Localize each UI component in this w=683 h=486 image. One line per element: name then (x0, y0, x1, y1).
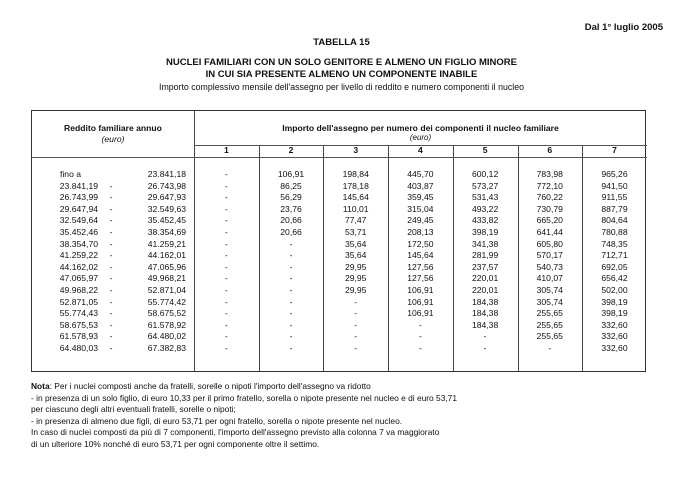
amount-cell: 20,66 (280, 215, 302, 226)
income-to: 38.354,69 (147, 226, 186, 237)
amount-cell: 315,04 (407, 203, 434, 214)
amount-cell: 712,71 (601, 250, 628, 261)
amount-cell: 35,64 (344, 250, 367, 261)
range-dash: - (109, 331, 113, 342)
column-header: 2 (288, 145, 294, 155)
spacer (186, 239, 194, 251)
note-line-2: - in presenza di un solo figlio, di euro 10,33 per il primo fratello, sorella o nipote presente nel nucleo e di euro 53,71 (31, 392, 457, 403)
amount-cell: 106,91 (407, 284, 434, 295)
amount-cell: 398,19 (601, 308, 628, 319)
spacer (186, 308, 194, 320)
range-dash: - (109, 319, 113, 330)
income-from: 29.647,94 (59, 203, 98, 214)
spacer (186, 343, 194, 355)
income-from: 44.162,02 (59, 261, 98, 272)
amount-cell: - (224, 203, 228, 214)
amount-cell: - (224, 261, 228, 272)
spacer (186, 262, 194, 274)
table-row (32, 273, 647, 285)
table-row (32, 308, 647, 320)
amount-cell: 656,42 (601, 273, 628, 284)
amount-cell: - (224, 180, 228, 191)
amount-cell: 110,01 (342, 203, 369, 214)
amount-cell: - (224, 226, 228, 237)
amount-cell: - (418, 331, 422, 342)
amount-cell: 573,27 (471, 180, 499, 191)
amount-cell: 145,64 (342, 192, 369, 203)
table-row (32, 331, 647, 343)
amount-cell: 29,95 (344, 273, 367, 284)
amount-cell: 255,65 (536, 319, 563, 330)
amount-cell: 772,10 (536, 180, 563, 191)
amount-cell: 56,29 (280, 192, 302, 203)
amount-cell: 172,50 (407, 238, 434, 249)
table-row (32, 343, 647, 355)
amount-cell: 208,13 (407, 226, 434, 237)
column-header: 1 (223, 145, 229, 155)
amount-cell: 106,91 (277, 169, 305, 179)
amount-cell: - (289, 296, 293, 307)
amount-cell: 106,91 (407, 296, 434, 307)
note-text: : Per i nuclei composti anche da fratelli, sorelle o nipoti l'importo dell'assegno va ridotto (49, 381, 371, 391)
amount-cell: 433,82 (471, 215, 499, 226)
amount-cell: - (224, 250, 228, 261)
amount-cell: 281,99 (471, 250, 499, 261)
income-from: 35.452,46 (59, 226, 98, 237)
amount-cell: 398,19 (471, 226, 499, 237)
amount-cell: 730,79 (536, 203, 563, 214)
amount-cell: - (289, 238, 293, 249)
amount-cell: - (483, 342, 487, 353)
table-row (32, 262, 647, 274)
income-header-unit: (euro) (101, 134, 125, 144)
amount-cell: 804,64 (601, 215, 628, 226)
amount-cell: 86,25 (280, 180, 302, 191)
table-row (32, 227, 647, 239)
income-from: 32.549,64 (59, 215, 98, 226)
table-row (32, 285, 647, 297)
amount-cell: - (289, 331, 293, 342)
spacer (186, 250, 194, 262)
amount-cell: 77,47 (344, 215, 367, 226)
amount-cell: - (224, 319, 228, 330)
title-line-1: NUCLEI FAMILIARI CON UN SOLO GENITORE E ALMENO UN FIGLIO MINORE (166, 57, 517, 68)
note-line-5: In caso di nuclei composti da più di 7 componenti, l'importo dell'assegno previsto alla colonna 7 va maggiorato (31, 427, 440, 438)
amount-cell: 178,18 (342, 180, 369, 191)
income-header (32, 123, 194, 144)
income-to: 29.647,93 (147, 192, 186, 203)
income-to: 47.065,96 (147, 261, 186, 272)
column-header: 7 (612, 145, 617, 155)
table-row (32, 204, 647, 216)
amount-cell: - (224, 169, 228, 179)
column-header: 4 (418, 145, 423, 155)
table-row (32, 320, 647, 332)
amount-cell: - (289, 273, 293, 284)
amount-cell: 783,98 (536, 169, 563, 179)
income-from: 23.841,19 (59, 180, 98, 191)
amount-cell: - (289, 284, 293, 295)
amount-cell: 760,22 (536, 192, 563, 203)
amount-cell: 965,26 (601, 169, 628, 179)
amount-cell: 780,88 (601, 226, 628, 237)
amount-cell: - (224, 284, 228, 295)
amount-cell: 641,44 (536, 226, 563, 237)
amount-cell: 35,64 (344, 238, 367, 249)
amount-cell: 305,74 (536, 296, 563, 307)
table-body (32, 169, 647, 355)
range-dash: - (109, 273, 113, 284)
note-line-4: - in presenza di almeno due figli, di euro 53,71 per ogni fratello, sorella o nipote presente nel nucleo. (31, 415, 403, 426)
income-to: 26.743,98 (147, 180, 186, 191)
amount-cell: 410,07 (536, 273, 563, 284)
income-to: 44.162,01 (147, 250, 186, 261)
amount-cell: - (224, 215, 228, 226)
spacer (186, 215, 194, 227)
amount-cell: 53,71 (344, 226, 367, 237)
spacer (186, 331, 194, 343)
table-row (32, 181, 647, 193)
amount-cell: 198,84 (342, 169, 369, 179)
amount-cell: 20,66 (280, 226, 302, 237)
amount-cell: 106,91 (407, 308, 434, 319)
table-row (32, 250, 647, 262)
income-from: 61.578,93 (59, 331, 98, 342)
income-from: 26.743,99 (59, 192, 98, 203)
note-line-1 (31, 381, 671, 393)
income-to: 49.968,21 (147, 273, 186, 284)
amount-cell: 220,01 (471, 273, 499, 284)
column-header: 3 (353, 145, 359, 155)
amount-cell: - (224, 238, 228, 249)
amount-cell: 145,64 (407, 250, 434, 261)
range-dash: - (109, 250, 113, 261)
header-bottom-line (32, 157, 647, 158)
amount-cell: 493,22 (471, 203, 499, 214)
table-label: TABELLA 15 (313, 37, 370, 48)
amount-cell: 665,20 (536, 215, 563, 226)
income-to: 32.549,63 (147, 203, 186, 214)
amount-cell: - (354, 319, 358, 330)
income-to: 64.480,02 (147, 331, 186, 342)
amount-cell: - (224, 331, 228, 342)
page-subtitle: Importo complessivo mensile dell'assegno per livello di reddito e numero componenti il nucleo (159, 82, 524, 92)
amount-cell: 911,55 (601, 192, 628, 203)
allowance-table (31, 110, 646, 372)
amount-cell: 332,60 (601, 331, 628, 342)
amount-cell: - (418, 319, 422, 330)
amount-cell: 255,65 (536, 331, 563, 342)
income-from: 52.871,05 (59, 296, 98, 307)
amount-header-label: Importo dell'assegno per numero dei componenti il nucleo familiare (282, 123, 559, 133)
amount-cell: - (224, 192, 228, 203)
range-dash: - (109, 261, 113, 272)
amount-cell: 341,38 (471, 238, 499, 249)
note-label: Nota (31, 381, 50, 391)
income-to: 61.578,92 (147, 319, 186, 330)
amount-cell: - (418, 342, 422, 353)
amount-cell: 531,43 (471, 192, 499, 203)
amount-cell: - (224, 296, 228, 307)
spacer (186, 227, 194, 239)
amount-cell: 502,00 (601, 284, 628, 295)
note-line-3: per ciascuno degli altri eventuali fratelli, sorelle o nipoti; (31, 404, 236, 415)
amount-cell: 184,38 (471, 319, 499, 330)
amount-cell: 445,70 (407, 169, 434, 179)
amount-cell: 305,74 (536, 284, 563, 295)
amount-header (194, 123, 647, 142)
income-to: 52.871,04 (147, 284, 186, 295)
income-from: 58.675,53 (59, 319, 98, 330)
spacer (186, 320, 194, 332)
amount-cell: 570,17 (536, 250, 563, 261)
range-dash: - (109, 296, 113, 307)
column-header: 5 (482, 145, 488, 155)
range-dash: - (109, 203, 113, 214)
note-line-6: di un ulteriore 10% nonché di euro 53,71 per ogni componente oltre il settimo. (31, 438, 320, 449)
column-header: 6 (547, 145, 553, 155)
income-from: 38.354,70 (59, 238, 98, 249)
amount-cell: 29,95 (344, 284, 367, 295)
amount-cell: 540,73 (536, 261, 563, 272)
amount-cell: 359,45 (407, 192, 434, 203)
amount-cell: 237,57 (471, 261, 499, 272)
title-line-2: IN CUI SIA PRESENTE ALMENO UN COMPONENTE INABILE (205, 69, 478, 80)
amount-cell: - (354, 296, 358, 307)
amount-cell: - (483, 331, 487, 342)
amount-cell: 255,65 (536, 308, 563, 319)
income-from: 55.774,43 (59, 308, 98, 319)
income-to: 55.774,42 (147, 296, 186, 307)
footnote (31, 381, 671, 451)
amount-cell: 332,60 (601, 319, 628, 330)
income-to: 35.452,45 (147, 215, 186, 226)
amount-cell: - (289, 250, 293, 261)
amount-cell: - (224, 273, 228, 284)
income-to: 23.841,18 (147, 169, 186, 179)
amount-cell: 220,01 (471, 284, 499, 295)
income-to: 67.382,83 (147, 342, 186, 353)
range-dash: - (109, 342, 113, 353)
amount-cell: - (289, 261, 293, 272)
income-from: 47.065,97 (59, 273, 98, 284)
income-from: 41.259,22 (59, 250, 98, 261)
range-dash: - (109, 284, 113, 295)
amount-cell: - (354, 308, 358, 319)
table-row (32, 215, 647, 227)
spacer (186, 169, 194, 181)
amount-cell: - (224, 308, 228, 319)
spacer (186, 273, 194, 285)
amount-cell: 184,38 (471, 308, 499, 319)
column-numbers (194, 145, 647, 156)
spacer (186, 181, 194, 193)
amount-cell: - (224, 342, 228, 353)
amount-cell: 184,38 (471, 296, 499, 307)
amount-cell: 127,56 (407, 273, 434, 284)
amount-cell: - (289, 319, 293, 330)
amount-cell: 600,12 (471, 169, 499, 179)
amount-cell: 941,50 (601, 180, 628, 191)
amount-cell: - (289, 308, 293, 319)
page-title (0, 57, 683, 81)
table-row (32, 297, 647, 309)
table-row (32, 169, 647, 181)
income-from: 49.968,22 (59, 284, 98, 295)
table-row (32, 239, 647, 251)
range-dash: - (109, 238, 113, 249)
amount-cell: 887,79 (601, 203, 628, 214)
amount-cell: 605,80 (536, 238, 563, 249)
range-dash: - (109, 192, 113, 203)
amount-cell: 398,19 (601, 296, 628, 307)
range-dash: - (109, 226, 113, 237)
spacer (186, 192, 194, 204)
amount-cell: 249,45 (407, 215, 434, 226)
income-from: fino a (60, 169, 82, 179)
amount-cell: 29,95 (344, 261, 367, 272)
spacer (186, 204, 194, 216)
amount-cell: 692,05 (601, 261, 628, 272)
amount-cell: 127,56 (407, 261, 434, 272)
amount-cell: 23,76 (280, 203, 302, 214)
effective-date: Dal 1° luglio 2005 (584, 22, 663, 33)
amount-cell: 748,35 (601, 238, 628, 249)
amount-cell: 332,60 (601, 342, 628, 353)
amount-cell: - (548, 342, 552, 353)
income-to: 41.259,21 (147, 238, 186, 249)
income-header-label: Reddito familiare annuo (64, 123, 162, 133)
amount-cell: - (289, 342, 293, 353)
table-row (32, 192, 647, 204)
range-dash: - (109, 215, 113, 226)
range-dash: - (109, 180, 113, 191)
range-dash: - (109, 308, 113, 319)
amount-cell: 403,87 (407, 180, 434, 191)
spacer (186, 297, 194, 309)
income-from: 64.480,03 (59, 342, 98, 353)
amount-cell: - (354, 342, 358, 353)
spacer (186, 285, 194, 297)
range-dash (98, 169, 124, 181)
amount-header-unit: (euro) (409, 133, 432, 142)
amount-cell: - (354, 331, 358, 342)
income-to: 58.675,52 (147, 308, 186, 319)
